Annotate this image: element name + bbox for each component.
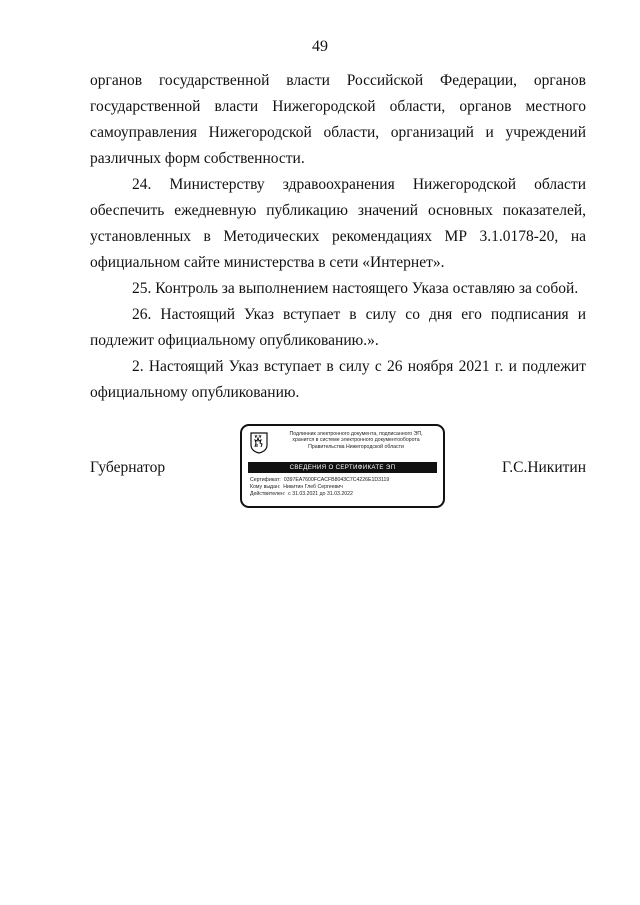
validity-value: с 31.03.2021 до 31.03.2022 [288, 491, 353, 497]
stamp-header-line: хранится в системе электронного документооборота [292, 437, 420, 444]
paragraph-item-25: 25. Контроль за выполнением настоящего Указа оставляю за собой. [132, 280, 579, 297]
stamp-title-bar: СВЕДЕНИЯ О СЕРТИФИКАТЕ ЭП [248, 462, 437, 473]
paragraph-item-26: 26. Настоящий Указ вступает в силу со дня его подписания и подлежит официальному опубликованию.». [90, 306, 586, 349]
paragraph-item-2: 2. Настоящий Указ вступает в силу с 26 ноября 2021 г. и подлежит официальному опубликованию. [90, 358, 586, 401]
paragraph-continuation: органов государственной власти Российской Федерации, органов государственной власти Нижегородской области, органов местного самоуправления Нижегородской области, организаций и учреждений различных форм собственности. [90, 72, 586, 167]
certificate-value: 0397EA7600FCACFB8043C7C4226E1D3119 [283, 477, 390, 483]
validity-label: Действителен: [250, 491, 286, 497]
paragraph-item-24: 24. Министерству здравоохранения Нижегородской области обеспечить ежедневную публикацию значений основных показателей, установленных в Методических рекомендациях МР 3.1.0178-20, на официальном сайте министерства в сети «Интернет». [90, 176, 586, 271]
certificate-label: Сертификат: [250, 477, 281, 483]
stamp-certificate-row [250, 477, 440, 484]
deer-emblem-icon [250, 432, 268, 454]
stamp-header-line: Правительства Нижегородской области [308, 443, 404, 450]
document-body [90, 68, 586, 406]
stamp-validity-row [250, 491, 440, 498]
stamp-owner-row [250, 484, 440, 491]
owner-value: Никитин Глеб Сергеевич [283, 484, 343, 490]
stamp-header-line: Подлинник электронного документа, подписанного ЭП, [289, 431, 423, 437]
owner-label: Кому выдан: [250, 484, 281, 490]
stamp-header [272, 431, 440, 450]
signatory-name: Г.С.Никитин [502, 459, 586, 476]
stamp-certificate-details [250, 477, 440, 498]
page-number: 49 [312, 38, 328, 55]
electronic-signature-stamp [240, 424, 445, 508]
signatory-position: Губернатор [90, 459, 166, 476]
